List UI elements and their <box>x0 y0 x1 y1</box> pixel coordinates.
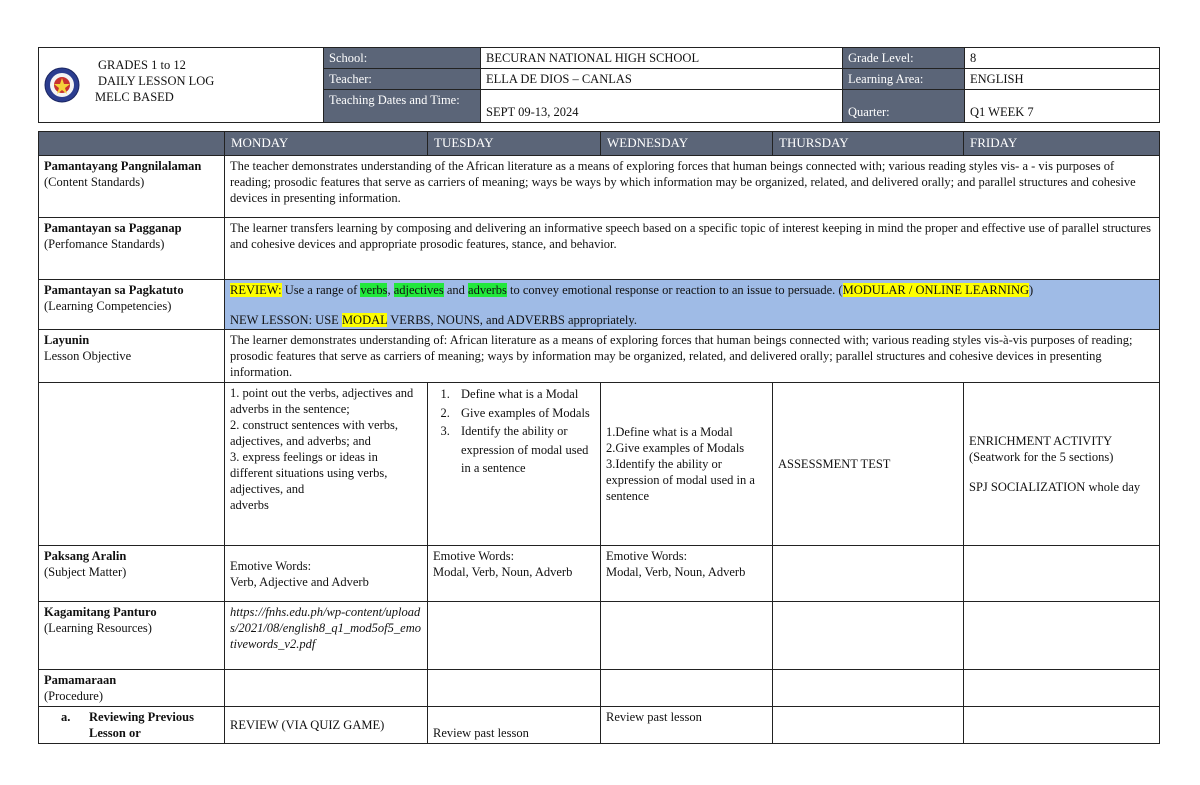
highlight-verbs: verbs <box>360 283 388 297</box>
performance-standards-label: Pamantayan sa Pagganap (Perfomance Standards) <box>39 218 225 280</box>
highlight-modular: MODULAR / ONLINE LEARNING <box>842 283 1030 297</box>
title-line-3: MELC BASED <box>95 90 174 104</box>
area-value: ENGLISH <box>965 69 1160 90</box>
reviewing-row <box>39 707 1160 744</box>
highlight-adjectives: adjectives <box>393 283 444 297</box>
monday-subject: Emotive Words: Verb, Adjective and Adverb <box>225 546 428 602</box>
daily-objectives-row <box>39 383 1160 546</box>
friday-resource <box>964 602 1160 670</box>
resources-row <box>39 602 1160 670</box>
reviewing-label: a. Reviewing Previous Lesson or <box>39 707 225 744</box>
day-header-wednesday: WEDNESDAY <box>601 132 773 156</box>
teacher-label: Teacher: <box>324 69 481 90</box>
tuesday-reviewing: Review past lesson <box>428 707 601 744</box>
objective-text: The learner demonstrates understanding of: African literature as a means of exploring forces that human beings connected with; various reading styles vis-à-vis purposes of reading; prosodic features that serve as carriers of meaning; ways by information may be organized, related, and delivered orally; parallel structures and cohesive devices in presenting information. <box>225 330 1160 383</box>
thursday-resource <box>773 602 964 670</box>
list-item: 3. Identify the ability or expression of modal used in a sentence <box>453 422 595 478</box>
performance-standards-row <box>39 218 1160 280</box>
monday-resource-link[interactable]: https://fnhs.edu.ph/wp-content/uploads/2021/08/english8_q1_mod5of5_emotivewords_v2.pdf <box>225 602 428 670</box>
highlight-modal: MODAL <box>341 313 388 327</box>
thursday-reviewing <box>773 707 964 744</box>
procedure-row <box>39 670 1160 707</box>
title-line-1: GRADES 1 to 12 <box>98 58 186 72</box>
wednesday-procedure <box>601 670 773 707</box>
performance-standards-text: The learner transfers learning by composing and delivering an informative speech based on a specific topic of interest keeping in mind the proper and effective use of parallel structures and cohesive devices and appropriate prosodic features, stance, and behavior. <box>225 218 1160 280</box>
review-label: REVIEW: <box>230 283 282 297</box>
list-item: 1. Define what is a Modal <box>453 385 595 404</box>
objective-label: Layunin Lesson Objective <box>39 330 225 383</box>
day-header-thursday: THURSDAY <box>773 132 964 156</box>
list-item: 2. Give examples of Modals <box>453 404 595 423</box>
teacher-value: ELLA DE DIOS – CANLAS <box>481 69 843 90</box>
deped-seal-icon <box>44 67 80 103</box>
school-value: BECURAN NATIONAL HIGH SCHOOL <box>481 48 843 69</box>
procedure-label: Pamamaraan (Procedure) <box>39 670 225 707</box>
school-label: School: <box>324 48 481 69</box>
dates-value: SEPT 09-13, 2024 <box>481 90 843 123</box>
content-standards-row <box>39 156 1160 218</box>
tuesday-procedure <box>428 670 601 707</box>
title-line-2: DAILY LESSON LOG <box>98 74 215 88</box>
wednesday-subject: Emotive Words: Modal, Verb, Noun, Adverb <box>601 546 773 602</box>
competencies-text: REVIEW: Use a range of verbs, adjectives and adverbs to convey emotional response or reaction to an issue to persuade. (MODULAR / ONLINE LEARNING) NEW LESSON: USE MODAL VERBS, NOUNS, and ADVERBS appropriately. <box>225 280 1160 330</box>
quarter-value: Q1 WEEK 7 <box>965 90 1160 123</box>
friday-reviewing <box>964 707 1160 744</box>
dates-label: Teaching Dates and Time: <box>324 90 481 123</box>
wednesday-resource <box>601 602 773 670</box>
grade-value: 8 <box>965 48 1160 69</box>
content-standards-text: The teacher demonstrates understanding of the African literature as a means of exploring forces that human beings connected with; various reading styles vis- a - vis purposes of reading; prosodic features that serve as carriers of meaning; ways be ways by which information may be organized, related, and delivered orally; and parallel structures and cohesive devices in presenting information. <box>225 156 1160 218</box>
day-header-monday: MONDAY <box>225 132 428 156</box>
subject-matter-label: Paksang Aralin (Subject Matter) <box>39 546 225 602</box>
wednesday-objectives: 1.Define what is a Modal 2.Give examples of Modals 3.Identify the ability or expression of modal used in a sentence <box>601 383 773 546</box>
friday-procedure <box>964 670 1160 707</box>
quarter-label: Quarter: <box>843 90 965 123</box>
thursday-subject <box>773 546 964 602</box>
subject-matter-row <box>39 546 1160 602</box>
day-header-tuesday: TUESDAY <box>428 132 601 156</box>
monday-objectives: 1. point out the verbs, adjectives and adverbs in the sentence; 2. construct sentences with verbs, adjectives, and adverbs; and 3. express feelings or ideas in different situations using verbs, adjectives, and adverbs <box>225 383 428 546</box>
friday-objectives: ENRICHMENT ACTIVITY (Seatwork for the 5 sections) SPJ SOCIALIZATION whole day <box>964 383 1160 546</box>
daily-objectives-blank <box>39 383 225 546</box>
day-header-blank <box>39 132 225 156</box>
highlight-adverbs: adverbs <box>468 283 507 297</box>
friday-subject <box>964 546 1160 602</box>
grade-label: Grade Level: <box>843 48 965 69</box>
objective-row <box>39 330 1160 383</box>
tuesday-objectives <box>428 383 601 546</box>
school-title-cell <box>39 48 324 123</box>
wednesday-reviewing: Review past lesson <box>601 707 773 744</box>
monday-procedure <box>225 670 428 707</box>
tuesday-resource <box>428 602 601 670</box>
competencies-row <box>39 280 1160 330</box>
content-standards-label: Pamantayang Pangnilalaman (Content Standards) <box>39 156 225 218</box>
header-block <box>38 47 1159 119</box>
day-header-friday: FRIDAY <box>964 132 1160 156</box>
competencies-label: Pamantayan sa Pagkatuto (Learning Competencies) <box>39 280 225 330</box>
thursday-objectives: ASSESSMENT TEST <box>773 383 964 546</box>
monday-reviewing: REVIEW (VIA QUIZ GAME) <box>225 707 428 744</box>
tuesday-subject: Emotive Words: Modal, Verb, Noun, Adverb <box>428 546 601 602</box>
thursday-procedure <box>773 670 964 707</box>
resources-label: Kagamitang Panturo (Learning Resources) <box>39 602 225 670</box>
area-label: Learning Area: <box>843 69 965 90</box>
lesson-table <box>38 131 1159 744</box>
